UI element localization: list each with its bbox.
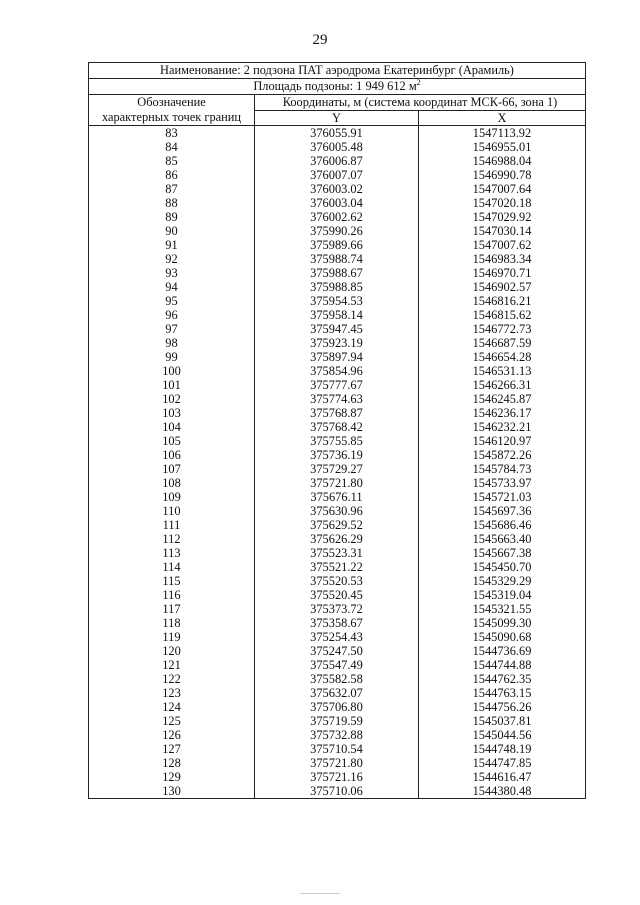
x-coordinate: 1546266.31: [419, 378, 586, 392]
table-row: [89, 154, 586, 168]
point-number: 122: [89, 672, 255, 686]
y-coordinate: 376055.91: [255, 126, 419, 141]
x-coordinate: 1544380.48: [419, 784, 586, 799]
table-row: [89, 182, 586, 196]
point-number: 88: [89, 196, 255, 210]
table-row: [89, 252, 586, 266]
table-row: [89, 140, 586, 154]
table-row: [89, 476, 586, 490]
x-coordinate: 1544756.26: [419, 700, 586, 714]
table-row: [89, 336, 586, 350]
table-row: [89, 224, 586, 238]
x-coordinate: 1545733.97: [419, 476, 586, 490]
y-coordinate: 375755.85: [255, 434, 419, 448]
x-coordinate: 1547113.92: [419, 126, 586, 141]
point-number: 127: [89, 742, 255, 756]
y-coordinate: 375547.49: [255, 658, 419, 672]
x-coordinate: 1545450.70: [419, 560, 586, 574]
y-coordinate: 375630.96: [255, 504, 419, 518]
table-row: [89, 714, 586, 728]
y-coordinate: 376007.07: [255, 168, 419, 182]
point-number: 101: [89, 378, 255, 392]
table-row: [89, 686, 586, 700]
x-column-header: X: [419, 110, 586, 126]
table-row: [89, 770, 586, 784]
table-row: [89, 700, 586, 714]
x-coordinate: 1547020.18: [419, 196, 586, 210]
y-coordinate: 376003.02: [255, 182, 419, 196]
table-row: [89, 168, 586, 182]
y-coordinate: 375358.67: [255, 616, 419, 630]
x-coordinate: 1546970.71: [419, 266, 586, 280]
x-coordinate: 1545872.26: [419, 448, 586, 462]
table-row: [89, 378, 586, 392]
y-coordinate: 376006.87: [255, 154, 419, 168]
point-number: 103: [89, 406, 255, 420]
table-row: [89, 602, 586, 616]
point-number: 109: [89, 490, 255, 504]
zone-name: Наименование: 2 подзона ПАТ аэродрома Екатеринбург (Арамиль): [160, 63, 514, 77]
y-coordinate: 375247.50: [255, 644, 419, 658]
table-row: [89, 756, 586, 770]
point-number: 129: [89, 770, 255, 784]
x-coordinate: 1545667.38: [419, 546, 586, 560]
table-row: [89, 462, 586, 476]
point-number: 96: [89, 308, 255, 322]
x-coordinate: 1546232.21: [419, 420, 586, 434]
y-coordinate: 375854.96: [255, 364, 419, 378]
x-coordinate: 1546983.34: [419, 252, 586, 266]
y-coordinate: 375521.22: [255, 560, 419, 574]
x-coordinate: 1546654.28: [419, 350, 586, 364]
point-designation-line1: Обозначение: [137, 95, 206, 109]
x-coordinate: 1546815.62: [419, 308, 586, 322]
zone-name-cell: [89, 63, 586, 79]
x-coordinate: 1545319.04: [419, 588, 586, 602]
x-coordinate: 1546902.57: [419, 280, 586, 294]
table-row: [89, 560, 586, 574]
x-coordinate: 1545044.56: [419, 728, 586, 742]
y-coordinate: 375988.67: [255, 266, 419, 280]
page-number: 29: [312, 32, 328, 48]
point-number: 123: [89, 686, 255, 700]
point-number: 105: [89, 434, 255, 448]
table-row: [89, 504, 586, 518]
table-row: [89, 406, 586, 420]
y-coordinate: 375947.45: [255, 322, 419, 336]
table-row: [89, 126, 586, 141]
point-number: 113: [89, 546, 255, 560]
x-coordinate: 1544748.19: [419, 742, 586, 756]
point-number: 124: [89, 700, 255, 714]
y-coordinate: 375721.80: [255, 756, 419, 770]
x-coordinate: 1547007.64: [419, 182, 586, 196]
table-row: [89, 518, 586, 532]
y-coordinate: 376003.04: [255, 196, 419, 210]
point-number: 126: [89, 728, 255, 742]
y-coordinate: 375676.11: [255, 490, 419, 504]
table-row: [89, 322, 586, 336]
y-coordinate: 375373.72: [255, 602, 419, 616]
point-number: 102: [89, 392, 255, 406]
point-designation-header: [89, 95, 255, 126]
y-coordinate: 375736.19: [255, 448, 419, 462]
table-row: [89, 630, 586, 644]
scan-artifact: [300, 893, 340, 894]
table-row: [89, 350, 586, 364]
coordinates-rows: [89, 126, 586, 799]
x-coordinate: 1544616.47: [419, 770, 586, 784]
point-number: 116: [89, 588, 255, 602]
x-coordinate: 1546988.04: [419, 154, 586, 168]
table-row: [89, 644, 586, 658]
point-number: 104: [89, 420, 255, 434]
y-coordinate: 376002.62: [255, 210, 419, 224]
y-coordinate: 375990.26: [255, 224, 419, 238]
point-number: 120: [89, 644, 255, 658]
x-coordinate: 1547030.14: [419, 224, 586, 238]
point-number: 130: [89, 784, 255, 799]
y-coordinate: 375958.14: [255, 308, 419, 322]
y-coordinate: 375777.67: [255, 378, 419, 392]
y-column-header: Y: [255, 110, 419, 126]
y-coordinate: 375988.85: [255, 280, 419, 294]
y-coordinate: 375582.58: [255, 672, 419, 686]
table-row: [89, 616, 586, 630]
table-row: [89, 742, 586, 756]
table-row: [89, 308, 586, 322]
table-row: [89, 210, 586, 224]
point-number: 110: [89, 504, 255, 518]
x-coordinate: 1545099.30: [419, 616, 586, 630]
point-number: 97: [89, 322, 255, 336]
y-coordinate: 375923.19: [255, 336, 419, 350]
y-coordinate: 375988.74: [255, 252, 419, 266]
point-number: 85: [89, 154, 255, 168]
zone-area: Площадь подзоны: 1 949 612 м: [253, 79, 417, 93]
point-designation-line2: характерных точек границ: [101, 110, 242, 124]
point-number: 108: [89, 476, 255, 490]
y-coordinate: 375768.42: [255, 420, 419, 434]
x-coordinate: 1547029.92: [419, 210, 586, 224]
point-number: 91: [89, 238, 255, 252]
x-coordinate: 1546531.13: [419, 364, 586, 378]
point-number: 115: [89, 574, 255, 588]
coordinates-table: [88, 62, 586, 799]
point-number: 118: [89, 616, 255, 630]
coords-system-header: [255, 95, 586, 111]
x-coordinate: 1545686.46: [419, 518, 586, 532]
point-number: 84: [89, 140, 255, 154]
point-number: 83: [89, 126, 255, 141]
x-coordinate: 1546772.73: [419, 322, 586, 336]
coords-system-title: Координаты, м (система координат МСК-66, зона 1): [282, 95, 558, 110]
y-coordinate: 375710.54: [255, 742, 419, 756]
table-row: [89, 294, 586, 308]
point-number: 112: [89, 532, 255, 546]
table-row: [89, 238, 586, 252]
x-coordinate: 1544763.15: [419, 686, 586, 700]
y-coordinate: 375774.63: [255, 392, 419, 406]
point-number: 92: [89, 252, 255, 266]
y-coordinate: 375721.80: [255, 476, 419, 490]
point-number: 100: [89, 364, 255, 378]
table-row: [89, 588, 586, 602]
y-coordinate: 375520.45: [255, 588, 419, 602]
table-row: [89, 434, 586, 448]
table-row: [89, 532, 586, 546]
x-coordinate: 1545721.03: [419, 490, 586, 504]
x-coordinate: 1544736.69: [419, 644, 586, 658]
point-number: 99: [89, 350, 255, 364]
table-row: [89, 728, 586, 742]
table-row: [89, 658, 586, 672]
point-number: 119: [89, 630, 255, 644]
point-number: 125: [89, 714, 255, 728]
x-coordinate: 1546120.97: [419, 434, 586, 448]
point-number: 86: [89, 168, 255, 182]
y-coordinate: 375721.16: [255, 770, 419, 784]
point-number: 94: [89, 280, 255, 294]
y-coordinate: 375626.29: [255, 532, 419, 546]
x-coordinate: 1545329.29: [419, 574, 586, 588]
point-number: 87: [89, 182, 255, 196]
area-unit-superscript: 2: [416, 78, 421, 87]
x-coordinate: 1544762.35: [419, 672, 586, 686]
x-coordinate: 1545663.40: [419, 532, 586, 546]
y-coordinate: 375706.80: [255, 700, 419, 714]
table-row: [89, 420, 586, 434]
point-number: 90: [89, 224, 255, 238]
y-coordinate: 375729.27: [255, 462, 419, 476]
point-number: 89: [89, 210, 255, 224]
x-coordinate: 1547007.62: [419, 238, 586, 252]
point-number: 121: [89, 658, 255, 672]
point-number: 106: [89, 448, 255, 462]
y-coordinate: 375719.59: [255, 714, 419, 728]
y-coordinate: 375954.53: [255, 294, 419, 308]
point-number: 114: [89, 560, 255, 574]
y-coordinate: 375523.31: [255, 546, 419, 560]
table-row: [89, 364, 586, 378]
y-coordinate: 375897.94: [255, 350, 419, 364]
point-number: 95: [89, 294, 255, 308]
point-number: 98: [89, 336, 255, 350]
x-coordinate: 1544747.85: [419, 756, 586, 770]
y-coordinate: 375732.88: [255, 728, 419, 742]
point-number: 93: [89, 266, 255, 280]
y-coordinate: 375632.07: [255, 686, 419, 700]
table-row: [89, 784, 586, 799]
table-row: [89, 490, 586, 504]
x-coordinate: 1545090.68: [419, 630, 586, 644]
table-row: [89, 266, 586, 280]
point-number: 107: [89, 462, 255, 476]
x-coordinate: 1545037.81: [419, 714, 586, 728]
table-row: [89, 546, 586, 560]
y-coordinate: 375629.52: [255, 518, 419, 532]
table-row: [89, 392, 586, 406]
y-coordinate: 375768.87: [255, 406, 419, 420]
x-coordinate: 1546990.78: [419, 168, 586, 182]
table-row: [89, 448, 586, 462]
x-coordinate: 1546955.01: [419, 140, 586, 154]
x-coordinate: 1546687.59: [419, 336, 586, 350]
y-coordinate: 375989.66: [255, 238, 419, 252]
point-number: 117: [89, 602, 255, 616]
y-coordinate: 376005.48: [255, 140, 419, 154]
y-coordinate: 375254.43: [255, 630, 419, 644]
y-coordinate: 375520.53: [255, 574, 419, 588]
x-coordinate: 1546236.17: [419, 406, 586, 420]
table-row: [89, 196, 586, 210]
x-coordinate: 1545697.36: [419, 504, 586, 518]
x-coordinate: 1546816.21: [419, 294, 586, 308]
y-coordinate: 375710.06: [255, 784, 419, 799]
x-coordinate: 1545321.55: [419, 602, 586, 616]
x-coordinate: 1544744.88: [419, 658, 586, 672]
point-number: 111: [89, 518, 255, 532]
point-number: 128: [89, 756, 255, 770]
zone-area-cell: [89, 79, 586, 95]
table-row: [89, 280, 586, 294]
table-row: [89, 574, 586, 588]
table-row: [89, 672, 586, 686]
x-coordinate: 1546245.87: [419, 392, 586, 406]
x-coordinate: 1545784.73: [419, 462, 586, 476]
